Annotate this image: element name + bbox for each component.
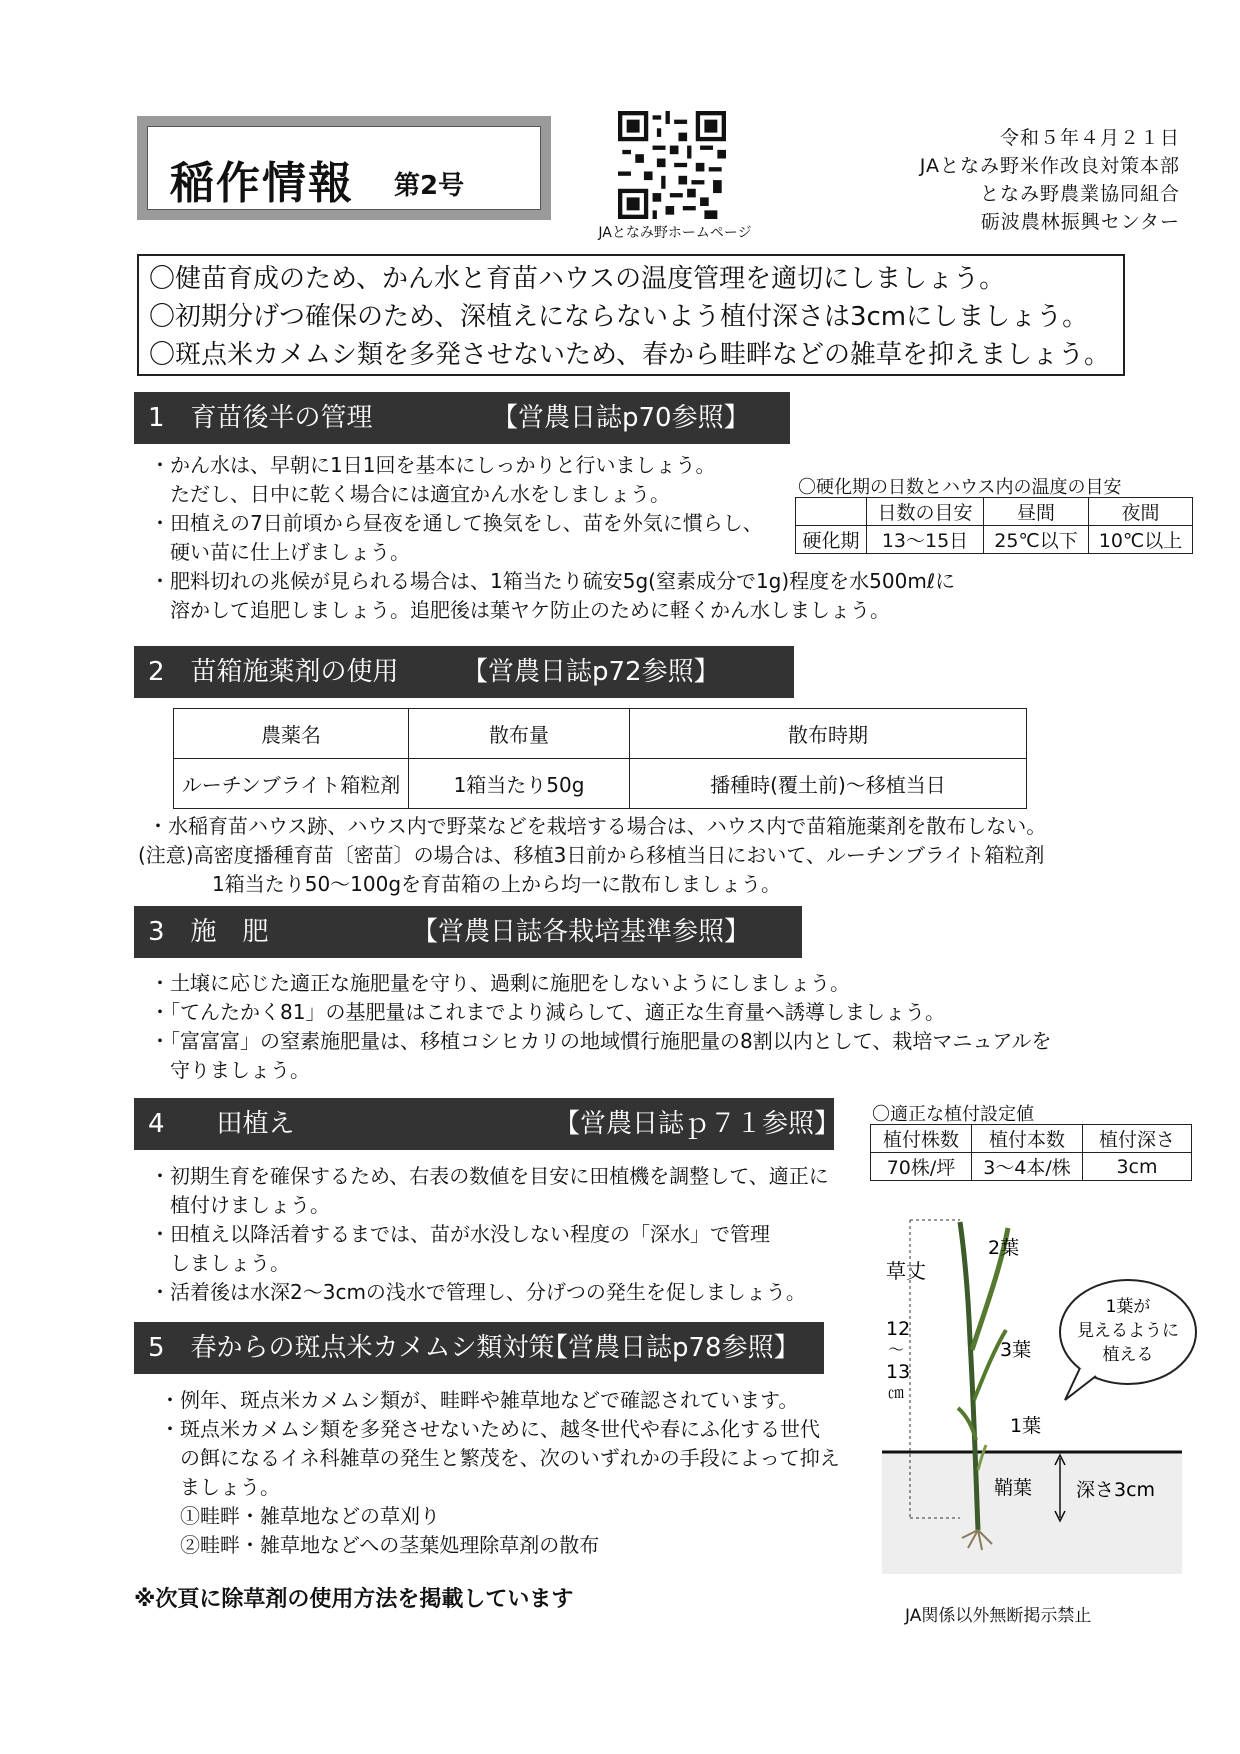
planting-table-title: 〇適正な植付設定値 (872, 1104, 1034, 1125)
goals-box (137, 254, 1125, 376)
section-1-title: 1 育苗後半の管理 (148, 403, 373, 433)
section-5-ref: 【営農日誌p78参照】 (542, 1333, 800, 1363)
section-2-title: 2 苗箱施薬剤の使用 (148, 657, 399, 687)
page-title: 稲作情報 (170, 158, 354, 209)
title-box (137, 116, 551, 220)
text-line: しましょう。 (150, 1251, 290, 1275)
text-line: 溶かして追肥しましょう。追肥後は葉ヤケ防止のために軽くかん水しましょう。 (150, 598, 890, 622)
hardening-table (795, 497, 1193, 554)
text-line: ・斑点米カメムシ類を多発させないために、越冬世代や春にふ化する世代 (160, 1417, 820, 1441)
table-cell: 25℃以下 (984, 526, 1089, 554)
hardening-table-title: 〇硬化期の日数とハウス内の温度の目安 (798, 477, 1122, 498)
text-line: ・「てんたかく81」の基肥量はこれまでより減らして、適正な生育量へ誘導しましょう。 (150, 1000, 946, 1024)
table-cell: 散布時期 (630, 709, 1027, 759)
table-cell: 農薬名 (174, 709, 409, 759)
text-line: (注意)高密度播種育苗〔密苗〕の場合は、移植3日前から移植当日において、ルーチンブライト箱粒剤 (138, 843, 1045, 867)
section-4-body (150, 1162, 880, 1307)
table-cell: 夜間 (1089, 498, 1193, 526)
section-1-body-2 (150, 567, 1150, 625)
text-line: ・土壌に応じた適正な施肥量を守り、過剰に施肥をしないようにしましょう。 (150, 971, 850, 995)
text-line: ・かん水は、早朝に1日1回を基本にしっかりと行いましょう。 (150, 453, 716, 477)
section-3-body (150, 969, 1150, 1085)
issue-date: 令和５年４月２１日 (999, 127, 1180, 149)
text-line: 1箱当たり50〜100gを育苗箱の上から均一に散布しましょう。 (212, 872, 782, 896)
text-line: ましょう。 (160, 1475, 280, 1499)
text-line: ②畦畔・雑草地などへの茎葉処理除草剤の散布 (160, 1533, 600, 1557)
qr-code[interactable] (618, 111, 726, 219)
notice: JA関係以外無断掲示禁止 (905, 1606, 1092, 1626)
table-cell: 植付深さ (1083, 1125, 1192, 1153)
sheath-label: 鞘葉 (994, 1477, 1033, 1499)
table-cell: 硬化期 (796, 526, 867, 554)
table-cell: 播種時(覆土前)〜移植当日 (630, 759, 1027, 809)
section-3-title: 3 施 肥 (148, 917, 269, 947)
section-3-heading (134, 906, 802, 958)
text-line: 硬い苗に仕上げましょう。 (150, 540, 410, 564)
table-cell: 昼間 (984, 498, 1089, 526)
bubble-line-2: 見えるように (1077, 1321, 1179, 1341)
table-cell: 3cm (1083, 1153, 1192, 1181)
section-2-heading (134, 646, 794, 698)
height-tilde: 〜 (888, 1340, 905, 1359)
text-line: ・水稲育苗ハウス跡、ハウス内で野菜などを栽培する場合は、ハウス内で苗箱施薬剤を散布しない。 (148, 814, 1047, 838)
goal-1: 〇健苗育成のため、かん水と育苗ハウスの温度管理を適切にしましょう。 (149, 264, 1006, 294)
table-cell: 植付本数 (972, 1125, 1083, 1153)
leaf-2-label: 2葉 (988, 1237, 1020, 1259)
org-name-3: 砺波農林振興センター (980, 211, 1180, 233)
goal-3: 〇斑点米カメムシ類を多発させないため、春から畦畔などの雑草を抑えましょう。 (149, 340, 1110, 370)
text-line: ・肥料切れの兆候が見られる場合は、1箱当たり硫安5g(窒素成分で1g)程度を水500mℓに (150, 569, 956, 593)
planting-table (870, 1124, 1192, 1181)
table-cell: 70株/坪 (871, 1153, 972, 1181)
section-4-title: 4 田植え (148, 1109, 295, 1139)
rice-seedling-diagram (860, 1200, 1210, 1580)
section-2-ref: 【営農日誌p72参照】 (462, 657, 720, 687)
text-line: 植付けましょう。 (150, 1193, 330, 1217)
text-line: ・「富富富」の窒素施肥量は、移植コシヒカリの地域慣行施肥量の8割以内として、栽培マニュアルを (150, 1029, 1052, 1053)
leaf-3-label: 3葉 (1000, 1339, 1032, 1361)
text-line: ・田植えの7日前頃から昼夜を通して換気をし、苗を外気に慣らし、 (150, 511, 763, 535)
table-cell: ルーチンブライト箱粒剤 (174, 759, 409, 809)
table-cell: 3〜4本/株 (972, 1153, 1083, 1181)
table-cell: 13〜15日 (867, 526, 984, 554)
org-name-1: JAとなみ野米作改良対策本部 (919, 155, 1180, 177)
issue-number: 第2号 (394, 171, 465, 201)
text-line: ・田植え以降活着するまでは、苗が水没しない程度の「深水」で管理 (150, 1222, 770, 1246)
leaf-1-label: 1葉 (1010, 1415, 1042, 1437)
height-label: 草丈 (886, 1259, 926, 1283)
section-5-title: 5 春からの斑点米カメムシ類対策 (148, 1333, 555, 1363)
table-cell: 散布量 (409, 709, 630, 759)
text-line: ・例年、斑点米カメムシ類が、畦畔や雑草地などで確認されています。 (160, 1388, 799, 1412)
text-line: 守りましょう。 (150, 1058, 310, 1082)
table-cell: 10℃以上 (1089, 526, 1193, 554)
section-5-body (160, 1386, 880, 1560)
table-cell: 日数の目安 (867, 498, 984, 526)
section-4-ref: 【営農日誌ｐ７１参照】 (554, 1109, 841, 1139)
section-2-body (138, 812, 1148, 899)
height-unit: ㎝ (888, 1383, 905, 1402)
text-line: ・活着後は水深2〜3cmの浅水で管理し、分げつの発生を促しましょう。 (150, 1280, 806, 1304)
text-line: ①畦畔・雑草地などの草刈り (160, 1504, 440, 1528)
height-value-13: 13 (886, 1361, 911, 1383)
next-page-note: ※次頁に除草剤の使用方法を掲載しています (134, 1587, 574, 1612)
section-5-heading (134, 1322, 824, 1374)
height-value-12: 12 (886, 1318, 911, 1340)
bubble-line-3: 植える (1102, 1345, 1154, 1365)
section-1-heading (134, 392, 790, 444)
pesticide-table (173, 708, 1027, 809)
text-line: ただし、日中に乾く場合には適宜かん水をしましょう。 (150, 482, 670, 506)
soil-area (882, 1452, 1182, 1574)
depth-label: 深さ3cm (1076, 1479, 1156, 1501)
table-cell: 1箱当たり50g (409, 759, 630, 809)
table-cell (796, 498, 867, 526)
text-line: ・初期生育を確保するため、右表の数値を目安に田植機を調整して、適正に (150, 1164, 829, 1188)
section-3-ref: 【営農日誌各栽培基準参照】 (412, 917, 751, 947)
section-4-heading (134, 1098, 841, 1150)
section-1-ref: 【営農日誌p70参照】 (492, 403, 750, 433)
section-1-body (150, 451, 800, 567)
header-info (880, 124, 1180, 236)
text-line: の餌になるイネ科雑草の発生と繁茂を、次のいずれかの手段によって抑え (160, 1446, 840, 1470)
goal-2: 〇初期分げつ確保のため、深植えにならないよう植付深さは3cmにしましょう。 (149, 302, 1089, 332)
table-cell: 植付株数 (871, 1125, 972, 1153)
org-name-2: となみ野農業協同組合 (979, 183, 1180, 205)
qr-label: JAとなみ野ホームページ (598, 225, 752, 241)
bubble-line-1: 1葉が (1105, 1297, 1151, 1317)
